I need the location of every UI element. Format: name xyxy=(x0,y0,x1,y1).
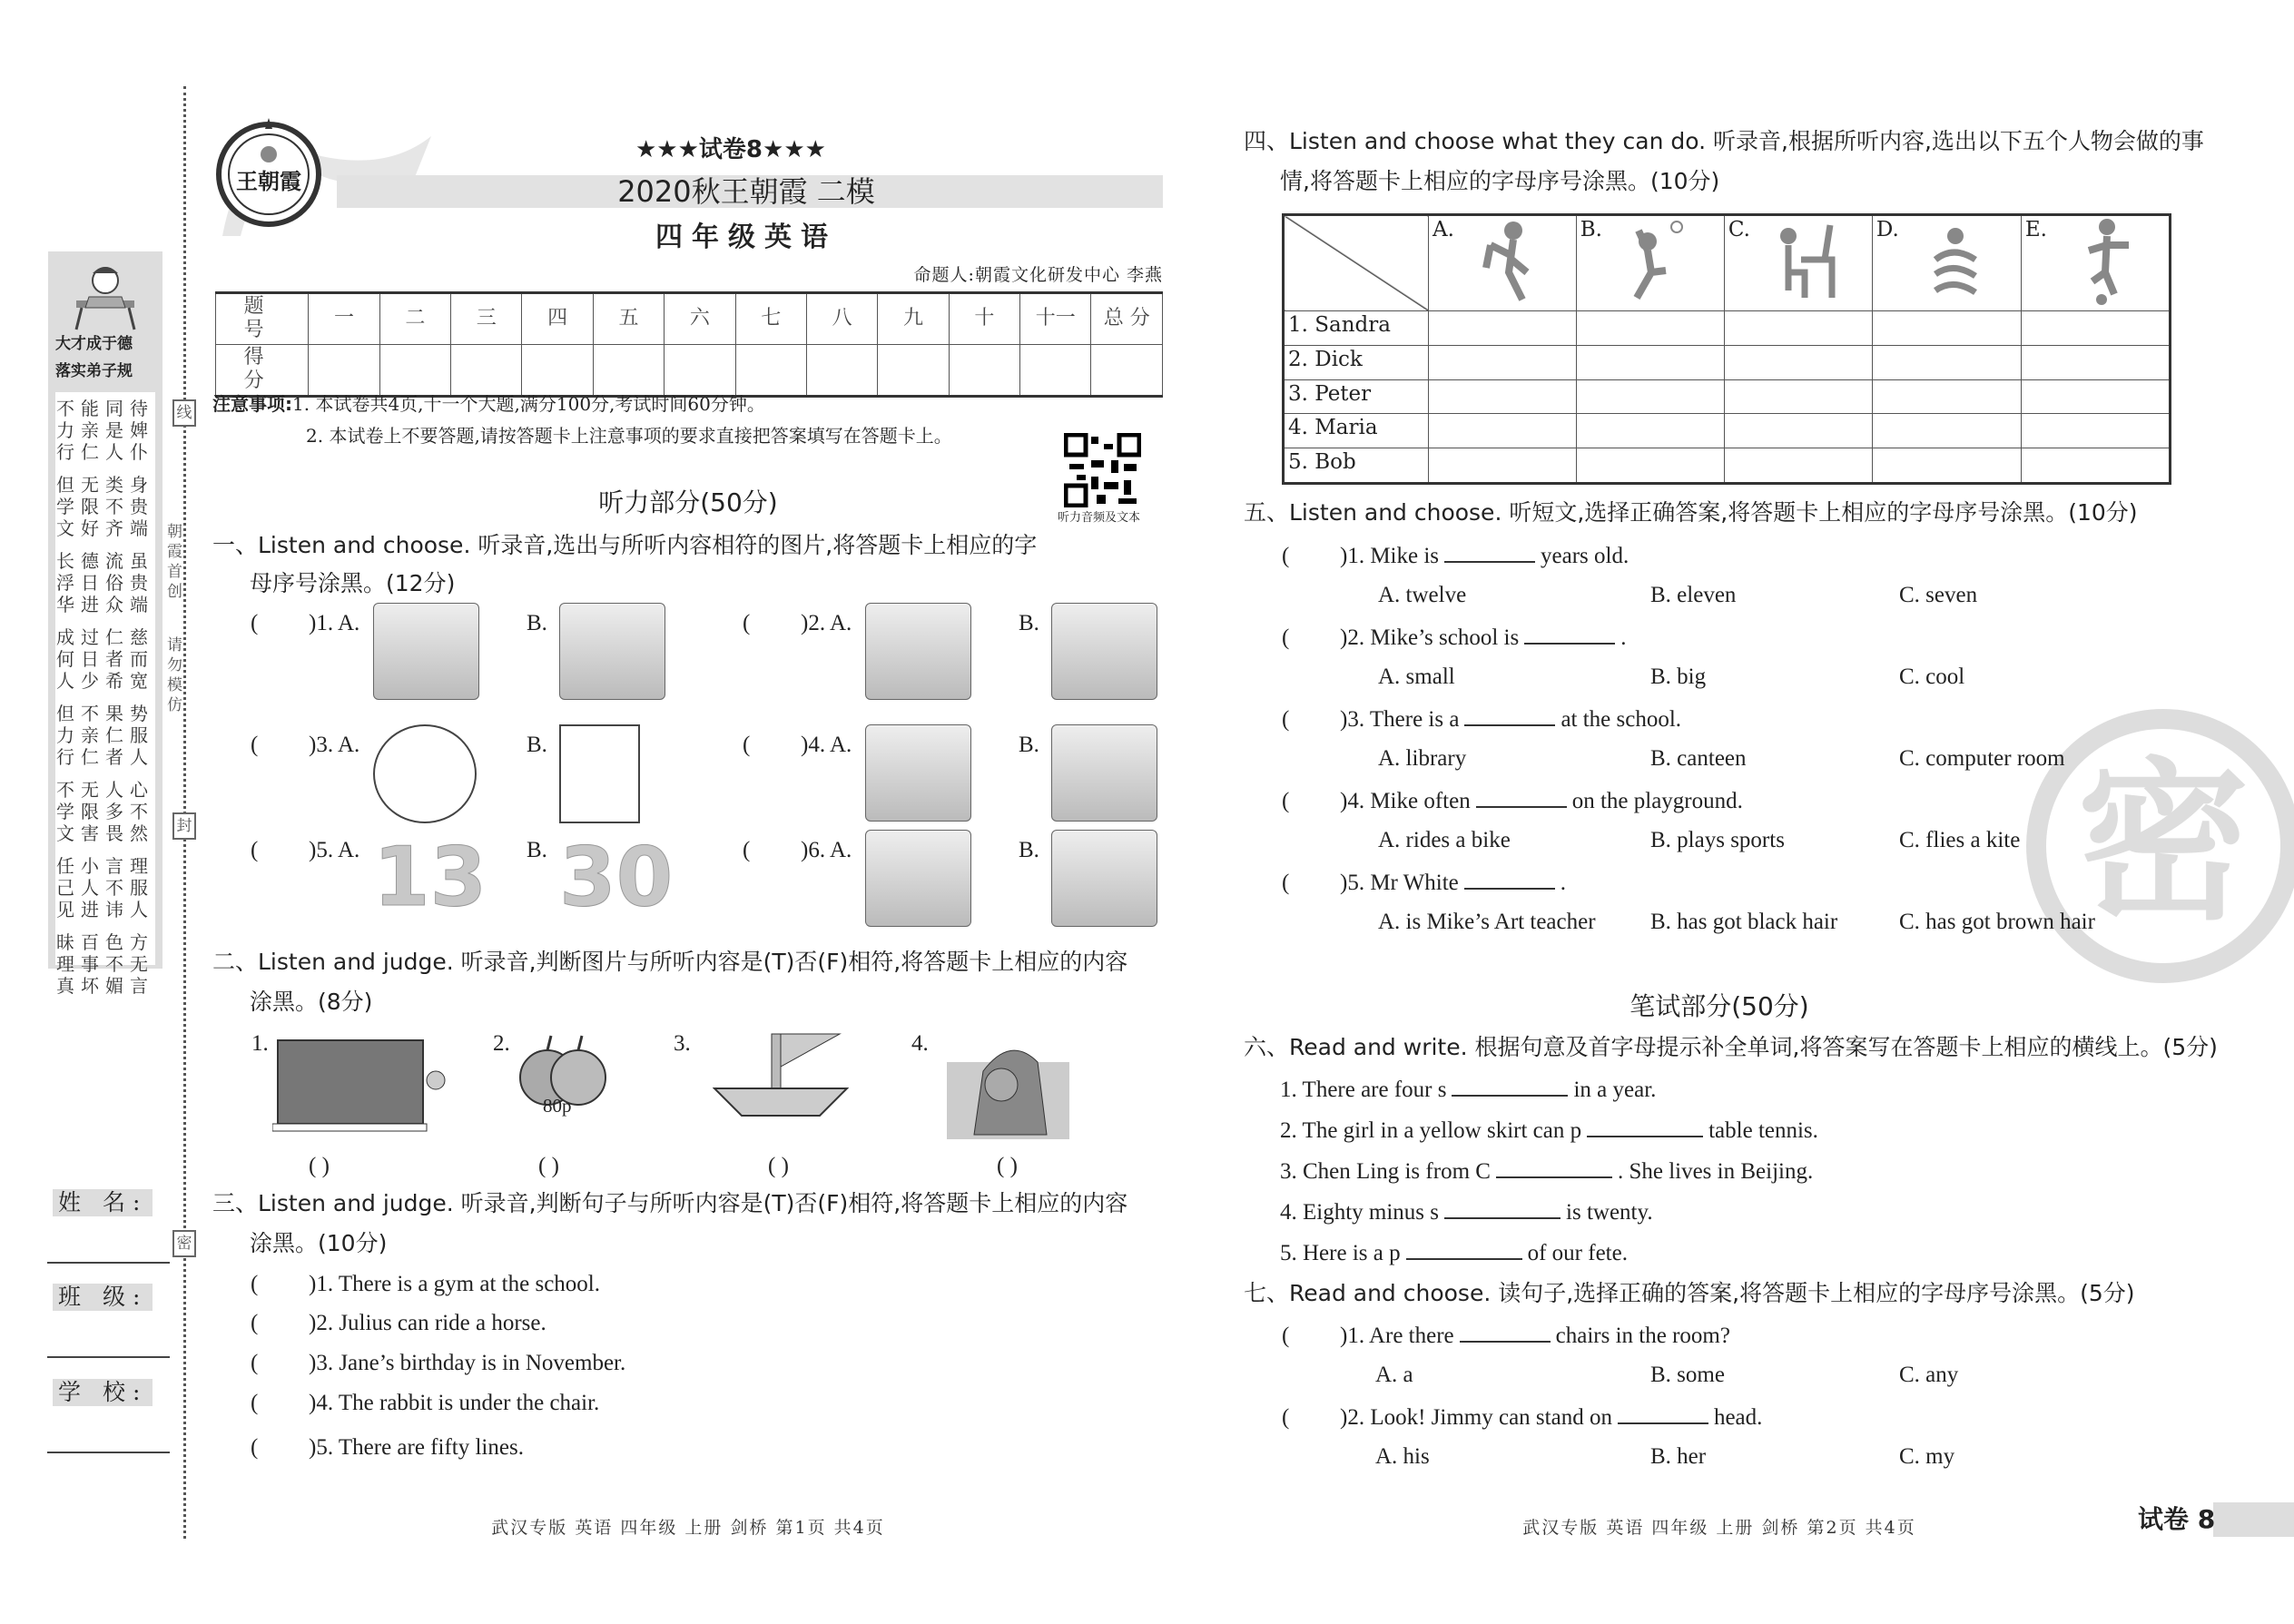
option-b-label: B. xyxy=(527,611,547,635)
answer-cell[interactable] xyxy=(1576,311,1724,346)
cut-mark: 密 xyxy=(172,1230,196,1257)
answer-cell[interactable] xyxy=(1429,311,1577,346)
answer-cell[interactable] xyxy=(1724,414,1872,448)
answer-cell[interactable] xyxy=(1576,448,1724,484)
answer-cell[interactable] xyxy=(1576,414,1724,448)
question-text: of our fete. xyxy=(1527,1241,1628,1265)
poem-line: 但不果势 xyxy=(56,703,154,724)
poem-line: 理事不无 xyxy=(56,953,154,975)
answer-cell[interactable] xyxy=(2021,345,2170,379)
s6-instruction: 六、Read and write. 根据句意及首字母提示补全单词,将答案写在答题卡上相应的横线上。(5分) xyxy=(1244,1034,2218,1060)
activity-option-label: C. xyxy=(1728,218,1750,241)
poem-line: 学限不贵 xyxy=(56,496,154,517)
diagonal-header-cell xyxy=(1284,215,1429,311)
score-header-cell: 十一 xyxy=(1020,293,1091,345)
poem-line: 浮日俗贵 xyxy=(56,572,154,594)
activity-table xyxy=(1282,213,2171,485)
question-text: in a year. xyxy=(1573,1078,1657,1102)
activity-option-cell xyxy=(1724,215,1872,311)
answer-cell[interactable] xyxy=(1429,448,1577,484)
score-input-cell[interactable] xyxy=(949,344,1019,396)
question-text: chairs in the room? xyxy=(1555,1324,1730,1348)
score-header-cell: 六 xyxy=(665,293,735,345)
note-text: 1. 本试卷共4页,十一个大题,满分100分,考试时间60分钟。 xyxy=(292,393,765,415)
option-a-label: )3. A. xyxy=(309,733,360,757)
option-b: B. eleven xyxy=(1650,583,1737,607)
score-input-cell[interactable] xyxy=(806,344,877,396)
score-header-cell: 题 号 xyxy=(216,293,309,345)
option-c: C. my xyxy=(1899,1444,1955,1469)
answer-cell[interactable] xyxy=(1872,448,2021,484)
answer-cell[interactable] xyxy=(1872,379,2021,414)
paper-badge-label: 试卷 8 xyxy=(2138,1504,2216,1534)
option-b: B. big xyxy=(1650,664,1707,689)
poem-line: 昧百色方 xyxy=(56,931,154,953)
option-a-label: )2. A. xyxy=(801,611,852,635)
answer-cell[interactable] xyxy=(1724,448,1872,484)
answer-cell[interactable] xyxy=(1724,311,1872,346)
window-curtain-image xyxy=(373,603,479,700)
fill-question xyxy=(1280,1075,1656,1104)
poem-line: 真坏媚言 xyxy=(56,975,154,997)
answer-paren[interactable]: ( xyxy=(251,1435,259,1460)
score-header-cell: 总 分 xyxy=(1091,293,1163,345)
s3-instruction: 三、Listen and judge. 听录音,判断句子与所听内容是(T)否(F)相符,将答题卡上相应的内容 xyxy=(212,1190,1128,1216)
answer-paren[interactable]: ( xyxy=(251,1272,259,1296)
s4-instruction: 四、Listen and choose what they can do. 听录音,根据所听内容,选出以下五个人物会做的事 xyxy=(1244,128,2204,154)
s2-answer-paren[interactable]: ( ) xyxy=(768,1154,789,1178)
page-footer: 武汉专版 英语 四年级 上册 剑桥 第2页 共4页 xyxy=(1522,1518,1916,1538)
score-header-cell: 三 xyxy=(451,293,522,345)
option-c: C. seven xyxy=(1899,583,1978,607)
option-a: A. is Mike’s Art teacher xyxy=(1378,910,1596,934)
paper-number: ★★★试卷8★★★ xyxy=(635,136,826,163)
hot-boy-image xyxy=(865,830,971,927)
s2-answer-paren[interactable]: ( ) xyxy=(997,1154,1018,1178)
poem-gap xyxy=(55,920,155,931)
poem-line: 但无类身 xyxy=(56,474,154,496)
question-line xyxy=(1282,704,1681,733)
answer-paren[interactable]: ( xyxy=(251,838,259,862)
option-b-label: B. xyxy=(527,733,547,757)
exam-title: 2020秋王朝霞 二模 xyxy=(617,174,875,209)
person-name-cell: 5. Bob xyxy=(1284,448,1429,484)
question-text: 5. Here is a p xyxy=(1280,1241,1401,1265)
table-row xyxy=(1284,379,2171,414)
option-a-label: )1. A. xyxy=(309,611,360,635)
poem-line: 不无人心 xyxy=(56,779,154,801)
activity-pictogram-icon xyxy=(1917,218,1999,305)
score-input-cell[interactable] xyxy=(379,344,450,396)
question-text: at the school. xyxy=(1561,707,1682,732)
score-input-cell[interactable] xyxy=(522,344,593,396)
option-a: A. rides a bike xyxy=(1378,828,1511,852)
poem-line: 成过仁慈 xyxy=(56,626,154,648)
circle-image xyxy=(373,724,477,823)
question-text: table tennis. xyxy=(1708,1118,1818,1143)
option-a-label: )5. A. xyxy=(309,838,360,862)
option-b: B. some xyxy=(1650,1363,1725,1387)
slogan: 大才成于德 xyxy=(55,335,133,353)
question-text: 1. There are four s xyxy=(1280,1078,1447,1102)
activity-pictogram-icon xyxy=(1620,218,1702,305)
class-field[interactable] xyxy=(47,1356,170,1358)
score-table xyxy=(215,291,1163,398)
option-a-label: )4. A. xyxy=(801,733,852,757)
score-header-cell: 二 xyxy=(379,293,450,345)
answer-blank[interactable] xyxy=(1444,541,1535,563)
fill-question xyxy=(1280,1156,1813,1186)
answer-paren[interactable]: ( xyxy=(1282,789,1290,813)
question-text: )1. Are there xyxy=(1340,1324,1454,1348)
score-input-cell[interactable] xyxy=(665,344,735,396)
person-name-cell: 1. Sandra xyxy=(1284,311,1429,346)
poem-line: 任小言理 xyxy=(56,855,154,877)
option-c: C. has got brown hair xyxy=(1899,910,2095,934)
slogan: 落实弟子规 xyxy=(55,362,133,380)
number-30-image: 30 xyxy=(559,830,674,925)
question-text: )2. Mike’s school is xyxy=(1340,625,1520,650)
poem-gap xyxy=(55,768,155,779)
answer-paren[interactable]: ( xyxy=(1282,707,1290,732)
option-b-label: B. xyxy=(1019,838,1039,862)
tiger-image xyxy=(947,1035,1069,1144)
answer-cell[interactable] xyxy=(1429,379,1577,414)
question-line xyxy=(1282,541,1629,570)
question-line xyxy=(251,1310,546,1337)
activity-option-label: D. xyxy=(1876,218,1899,241)
answer-cell[interactable] xyxy=(1429,414,1577,448)
s4-instruction-cont: 情,将答题卡上相应的字母序号涂黑。(10分) xyxy=(1280,168,1720,194)
poem-line: 人少希宽 xyxy=(56,670,154,692)
poem-line: 不能同待 xyxy=(56,398,154,419)
fill-question xyxy=(1280,1116,1818,1145)
answer-cell[interactable] xyxy=(1724,345,1872,379)
table-row xyxy=(1284,311,2171,346)
table-row xyxy=(1284,448,2171,484)
activity-option-label: B. xyxy=(1580,218,1602,241)
score-input-cell[interactable] xyxy=(878,344,949,396)
s1-question xyxy=(743,837,852,864)
s1-question xyxy=(743,610,852,637)
poem-gap xyxy=(55,539,155,550)
score-header-cell: 一 xyxy=(309,293,379,345)
question-line xyxy=(1282,786,1743,815)
s1-question xyxy=(251,837,359,864)
question-text: . She lives in Beijing. xyxy=(1617,1159,1814,1184)
answer-cell[interactable] xyxy=(1724,379,1872,414)
answer-cell[interactable] xyxy=(2021,448,2170,484)
s5-instruction: 五、Listen and choose. 听短文,选择正确答案,将答题卡上相应的字母序号涂黑。(10分) xyxy=(1244,499,2138,526)
question-text: )5. There are fifty lines. xyxy=(309,1435,524,1460)
school-field[interactable] xyxy=(47,1452,170,1453)
question-text: )1. There is a gym at the school. xyxy=(309,1272,600,1296)
s1-question xyxy=(251,732,359,759)
classroom-image xyxy=(865,724,971,822)
activity-option-cell xyxy=(1429,215,1577,311)
poem-line: 文害畏然 xyxy=(56,822,154,844)
fill-question xyxy=(1280,1197,1653,1226)
square-image xyxy=(559,724,640,823)
person-name-cell: 2. Dick xyxy=(1284,345,1429,379)
question-text: is twenty. xyxy=(1566,1200,1653,1225)
brand-logo xyxy=(215,118,322,227)
score-row-label: 得 分 xyxy=(216,344,309,396)
poem-gap xyxy=(55,844,155,855)
poem-line: 行仁人仆 xyxy=(56,441,154,463)
score-input-cell[interactable] xyxy=(1091,344,1163,396)
score-header-cell: 八 xyxy=(806,293,877,345)
score-header-cell: 四 xyxy=(522,293,593,345)
fill-question xyxy=(1280,1238,1628,1267)
activity-option-cell xyxy=(1576,215,1724,311)
option-a: A. a xyxy=(1375,1363,1413,1387)
answer-cell[interactable] xyxy=(1429,345,1577,379)
name-label: 姓 名: xyxy=(53,1189,153,1216)
cut-mark: 封 xyxy=(172,812,196,840)
question-line xyxy=(251,1350,625,1377)
writing-title: 笔试部分(50分) xyxy=(1629,991,1809,1021)
class-label: 班 级: xyxy=(53,1284,153,1311)
question-text: head. xyxy=(1713,1405,1763,1430)
subject-title: 四年级英语 xyxy=(655,221,837,253)
s2-num: 1. xyxy=(251,1031,269,1056)
name-field[interactable] xyxy=(47,1262,170,1264)
option-b: B. plays sports xyxy=(1650,828,1785,852)
answer-paren[interactable]: ( xyxy=(1282,625,1290,650)
question-text: on the playground. xyxy=(1571,789,1743,813)
notes-1 xyxy=(212,393,765,415)
question-line xyxy=(1282,868,1566,897)
answer-paren[interactable]: ( xyxy=(1282,1324,1290,1348)
box-with-mouse-image xyxy=(272,1035,454,1135)
price-label: 80p xyxy=(543,1095,572,1117)
answer-paren[interactable]: ( xyxy=(251,1311,259,1335)
answer-cell[interactable] xyxy=(2021,379,2170,414)
s1-question xyxy=(251,610,359,637)
option-c: C. flies a kite xyxy=(1899,828,2021,852)
side-note: 朝霞首创 xyxy=(167,523,182,601)
question-text: 3. Chen Ling is from C xyxy=(1280,1159,1491,1184)
notes-2: 2. 本试卷上不要答题,请按答题卡上注意事项的要求直接把答案填写在答题卡上。 xyxy=(306,425,952,447)
question-text: )2. Look! Jimmy can stand on xyxy=(1340,1405,1612,1430)
s2-answer-paren[interactable]: ( ) xyxy=(309,1154,330,1178)
activity-option-cell xyxy=(1872,215,2021,311)
s2-num: 2. xyxy=(493,1031,510,1056)
answer-paren[interactable]: ( xyxy=(251,611,259,635)
activity-option-label: E. xyxy=(2024,218,2047,241)
poem-line: 长德流虽 xyxy=(56,550,154,572)
poem-line: 见进讳人 xyxy=(56,899,154,920)
answer-blank[interactable] xyxy=(1587,1116,1703,1137)
activity-option-cell xyxy=(2021,215,2170,311)
s2-num: 3. xyxy=(674,1031,691,1056)
poem-line: 力亲是婢 xyxy=(56,419,154,441)
option-a: A. library xyxy=(1378,746,1467,771)
scholar-illustration xyxy=(71,261,140,333)
activity-pictogram-icon xyxy=(1472,218,1554,305)
question-line xyxy=(251,1434,524,1462)
s2-instruction: 二、Listen and judge. 听录音,判断图片与所听内容是(T)否(F)相符,将答题卡上相应的内容 xyxy=(212,949,1128,975)
option-a: A. small xyxy=(1378,664,1455,689)
option-a: A. twelve xyxy=(1378,583,1467,607)
question-text: )4. Mike often xyxy=(1340,789,1471,813)
answer-cell[interactable] xyxy=(1872,345,2021,379)
boat-image xyxy=(713,1030,849,1121)
option-b-label: B. xyxy=(1019,611,1039,635)
question-line xyxy=(251,1390,599,1417)
option-b-label: B. xyxy=(527,838,547,862)
question-text: . xyxy=(1560,871,1567,895)
option-b: B. canteen xyxy=(1650,746,1747,771)
paper-badge xyxy=(2092,1502,2294,1537)
score-input-cell[interactable] xyxy=(309,344,379,396)
side-note: 请勿模仿 xyxy=(167,636,182,714)
answer-blank[interactable] xyxy=(1476,786,1567,808)
activity-option-label: A. xyxy=(1433,218,1454,241)
answer-paren[interactable]: ( xyxy=(251,1351,259,1375)
tiger-tennis-image xyxy=(865,603,971,700)
table-row xyxy=(1284,414,2171,448)
person-name-cell: 4. Maria xyxy=(1284,414,1429,448)
virtue-sidebar xyxy=(48,251,162,997)
number-13-image: 13 xyxy=(373,830,487,925)
logo-text: 王朝霞 xyxy=(236,168,301,194)
school-label: 学 校: xyxy=(53,1379,153,1406)
question-text: . xyxy=(1620,625,1627,650)
s2-answer-paren[interactable]: ( ) xyxy=(538,1154,559,1178)
poem-line: 文好齐端 xyxy=(56,517,154,539)
answer-blank[interactable] xyxy=(1464,704,1555,726)
option-c: C. cool xyxy=(1899,664,1965,689)
activity-pictogram-icon xyxy=(1768,218,1850,305)
option-a: A. his xyxy=(1375,1444,1430,1469)
s2-num: 4. xyxy=(911,1031,929,1056)
answer-cell[interactable] xyxy=(1576,379,1724,414)
score-input-cell[interactable] xyxy=(451,344,522,396)
table-row xyxy=(1284,345,2171,379)
question-text: years old. xyxy=(1541,544,1629,568)
answer-blank[interactable] xyxy=(1452,1075,1568,1097)
cold-boy-image xyxy=(1051,830,1157,927)
notes-label: 注意事项: xyxy=(212,393,292,415)
answer-paren[interactable]: ( xyxy=(251,733,259,757)
poem-line: 己人不服 xyxy=(56,877,154,899)
score-header-cell: 五 xyxy=(593,293,664,345)
library-image xyxy=(1051,724,1157,822)
s2-instruction-cont: 涂黑。(8分) xyxy=(250,989,373,1015)
question-text: )1. Mike is xyxy=(1340,544,1440,568)
option-c: C. any xyxy=(1899,1363,1959,1387)
poem-line: 学限多不 xyxy=(56,801,154,822)
listening-title: 听力部分(50分) xyxy=(598,487,778,517)
answer-blank[interactable] xyxy=(1460,1321,1551,1343)
score-header-cell: 九 xyxy=(878,293,949,345)
score-header-cell: 七 xyxy=(735,293,806,345)
answer-blank[interactable] xyxy=(1406,1238,1522,1260)
answer-blank[interactable] xyxy=(1618,1403,1708,1424)
table-header-row xyxy=(1284,215,2171,311)
answer-paren[interactable]: ( xyxy=(251,1391,259,1415)
question-line xyxy=(1282,1321,1730,1350)
poem-gap xyxy=(55,997,155,1008)
open-window-image xyxy=(559,603,665,700)
s7-instruction: 七、Read and choose. 读句子,选择正确的答案,将答题卡上相应的字母序号涂黑。(5分) xyxy=(1244,1280,2135,1306)
s1-instruction-cont: 母序号涂黑。(12分) xyxy=(250,570,456,596)
answer-paren[interactable]: ( xyxy=(1282,871,1290,895)
page-footer: 武汉专版 英语 四年级 上册 剑桥 第1页 共4页 xyxy=(491,1518,885,1538)
s3-instruction-cont: 涂黑。(10分) xyxy=(250,1230,388,1256)
answer-cell[interactable] xyxy=(1872,311,2021,346)
answer-blank[interactable] xyxy=(1464,868,1555,890)
activity-pictogram-icon xyxy=(2065,218,2147,305)
poem-gap xyxy=(55,615,155,626)
question-text: 4. Eighty minus s xyxy=(1280,1200,1440,1225)
option-b: B. has got black hair xyxy=(1650,910,1838,934)
answer-paren[interactable]: ( xyxy=(1282,1405,1290,1430)
question-text: )3. Jane’s birthday is in November. xyxy=(309,1351,626,1375)
score-input-cell[interactable] xyxy=(1020,344,1091,396)
poem-line: 何日者而 xyxy=(56,648,154,670)
author-line: 命题人:朝霞文化研发中心 李燕 xyxy=(913,265,1163,285)
answer-paren[interactable]: ( xyxy=(743,733,751,757)
question-line xyxy=(251,1271,600,1298)
question-text: )2. Julius can ride a horse. xyxy=(309,1311,546,1335)
answer-blank[interactable] xyxy=(1524,623,1615,645)
poem-line: 力亲仁服 xyxy=(56,724,154,746)
answer-paren[interactable]: ( xyxy=(743,611,751,635)
poem-line: 华进众端 xyxy=(56,594,154,615)
answer-blank[interactable] xyxy=(1444,1197,1561,1219)
option-a-label: )6. A. xyxy=(801,838,852,862)
person-name-cell: 3. Peter xyxy=(1284,379,1429,414)
qr-code[interactable] xyxy=(1064,433,1141,507)
answer-cell[interactable] xyxy=(2021,311,2170,346)
s1-question xyxy=(743,732,852,759)
score-input-cell[interactable] xyxy=(593,344,664,396)
question-line xyxy=(1282,1403,1762,1432)
answer-paren[interactable]: ( xyxy=(743,838,751,862)
tiger-guitar-image xyxy=(1051,603,1157,700)
svg-text:密: 密 xyxy=(2076,743,2250,943)
answer-blank[interactable] xyxy=(1496,1156,1612,1178)
answer-paren[interactable]: ( xyxy=(1282,544,1290,568)
option-b: B. her xyxy=(1650,1444,1707,1469)
poem-gap xyxy=(55,692,155,703)
answer-cell[interactable] xyxy=(1576,345,1724,379)
option-c: C. computer room xyxy=(1899,746,2065,771)
poem-gap xyxy=(55,463,155,474)
option-b-label: B. xyxy=(1019,733,1039,757)
s1-instruction: 一、Listen and choose. 听录音,选出与所听内容相符的图片,将答题卡上相应的字 xyxy=(212,532,1038,558)
question-line xyxy=(1282,623,1626,652)
poem-line: 行仁者人 xyxy=(56,746,154,768)
score-input-cell[interactable] xyxy=(735,344,806,396)
answer-cell[interactable] xyxy=(1872,414,2021,448)
question-text: )4. The rabbit is under the chair. xyxy=(309,1391,600,1415)
question-text: )3. There is a xyxy=(1340,707,1460,732)
answer-cell[interactable] xyxy=(2021,414,2170,448)
score-header-cell: 十 xyxy=(949,293,1019,345)
question-text: )5. Mr White xyxy=(1340,871,1459,895)
question-text: 2. The girl in a yellow skirt can p xyxy=(1280,1118,1582,1143)
poem-text xyxy=(55,392,155,997)
qr-caption: 听力音频及文本 xyxy=(1058,511,1141,525)
cut-mark: 线 xyxy=(172,399,196,427)
